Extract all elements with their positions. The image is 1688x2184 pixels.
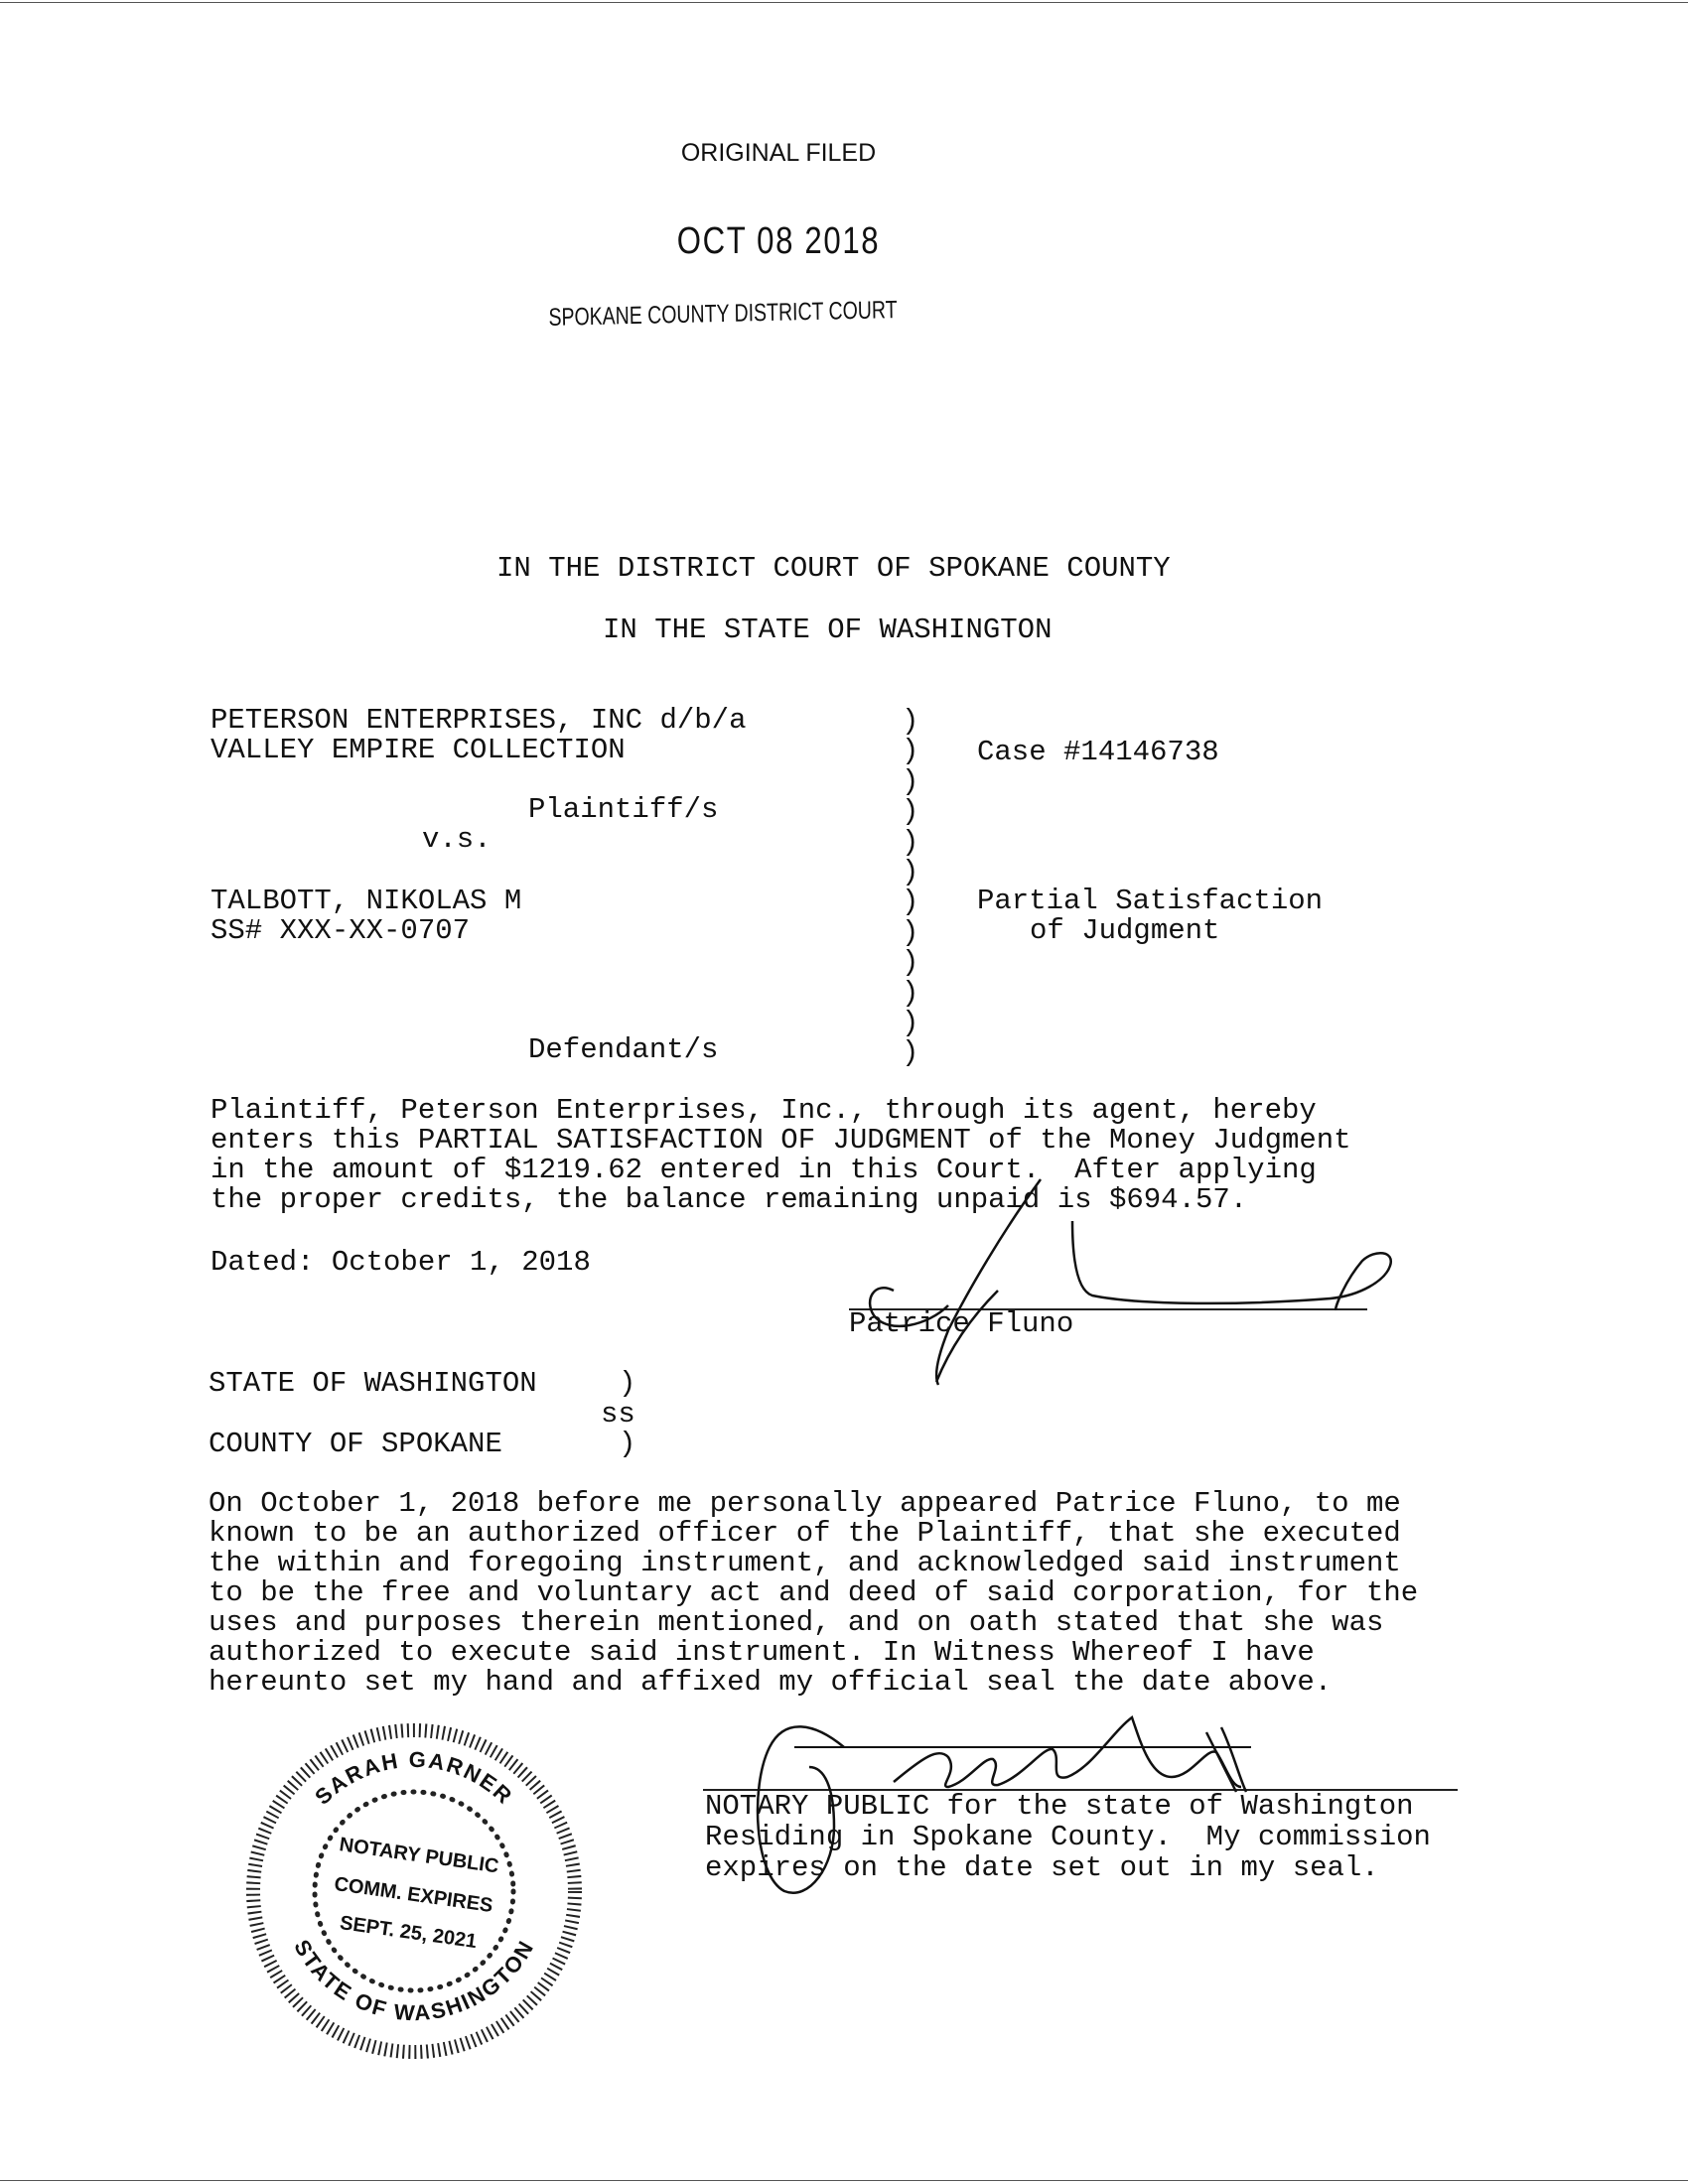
ack-line-6: authorized to execute said instrument. In Witness Whereof I have [209, 1636, 1315, 1669]
defendant-name: TALBOTT, NIKOLAS M [211, 885, 522, 917]
ack-line-4: to be the free and voluntary act and deed of said corporation, for the [209, 1576, 1419, 1609]
seal-expires-label: COMM. EXPIRES [333, 1872, 494, 1918]
ack-line-5: uses and purposes therein mentioned, and on oath stated that she was [209, 1606, 1384, 1639]
document-title-line-1: Partial Satisfaction [977, 885, 1324, 917]
venue-county: COUNTY OF SPOKANE [209, 1428, 502, 1460]
ack-line-1: On October 1, 2018 before me personally appeared Patrice Fluno, to me [209, 1487, 1401, 1520]
body-line-4: the proper credits, the balance remaining unpaid is $694.57. [211, 1183, 1248, 1216]
venue-state: STATE OF WASHINGTON [209, 1367, 537, 1400]
filed-stamp-court: SPOKANE COUNTY DISTRICT COURT [548, 296, 898, 332]
defendant-label: Defendant/s [528, 1033, 719, 1066]
venue-paren-top: ) [619, 1367, 636, 1400]
plaintiff-name-line-2: VALLEY EMPIRE COLLECTION [211, 734, 626, 766]
plaintiff-label: Plaintiff/s [528, 793, 719, 826]
plaintiff-name-line-1: PETERSON ENTERPRISES, INC d/b/a [211, 704, 747, 737]
seal-title: NOTARY PUBLIC [338, 1834, 500, 1878]
notary-seal [235, 1712, 593, 2070]
state-caption: IN THE STATE OF WASHINGTON [603, 614, 1053, 646]
venue-paren-bottom: ) [619, 1428, 636, 1460]
versus-label: v.s. [422, 823, 492, 856]
seal-expires-date: SEPT. 25, 2021 [338, 1912, 479, 1954]
seal-state-text: STATE OF WASHINGTON [289, 1935, 539, 2026]
document-title-line-2: of Judgment [1030, 914, 1220, 947]
defendant-ssn: SS# XXX-XX-0707 [211, 914, 471, 947]
filed-stamp-status: ORIGINAL FILED [680, 139, 877, 167]
notary-text-line-2: Residing in Spokane County. My commission [705, 1821, 1431, 1853]
caption-divider: ) ) ) ) ) ) ) ) ) ) ) ) [902, 705, 919, 1070]
court-caption: IN THE DISTRICT COURT OF SPOKANE COUNTY [496, 552, 1171, 585]
seal-name-text: SARAH GARNER [310, 1746, 518, 1810]
ack-line-7: hereunto set my hand and affixed my official seal the date above. [209, 1666, 1333, 1699]
ack-line-2: known to be an authorized officer of the Plaintiff, that she executed [209, 1517, 1401, 1550]
body-line-3: in the amount of $1219.62 entered in this Court. After applying [211, 1154, 1317, 1186]
venue-ss: ss [601, 1398, 635, 1431]
bottom-scan-edge [0, 2180, 1688, 2181]
agent-name: Patrice Fluno [849, 1307, 1074, 1340]
notary-text-line-1: NOTARY PUBLIC for the state of Washington [705, 1790, 1414, 1823]
filed-stamp-date: OCT 08 2018 [676, 220, 881, 262]
ack-line-3: the within and foregoing instrument, and acknowledged said instrument [209, 1547, 1401, 1579]
body-line-2: enters this PARTIAL SATISFACTION OF JUDGMENT of the Money Judgment [211, 1124, 1351, 1157]
body-line-1: Plaintiff, Peterson Enterprises, Inc., through its agent, hereby [211, 1094, 1317, 1127]
dated-line: Dated: October 1, 2018 [211, 1246, 591, 1279]
notary-text-line-3: expires on the date set out in my seal. [705, 1851, 1379, 1884]
case-number: Case #14146738 [977, 736, 1219, 768]
